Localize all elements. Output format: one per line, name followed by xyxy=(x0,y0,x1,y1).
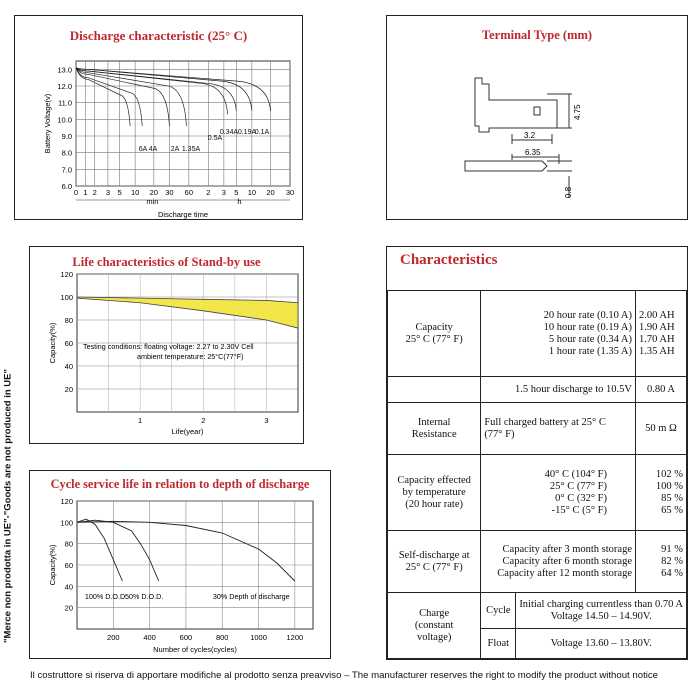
discharge-chart xyxy=(15,16,302,219)
x-tick-label: 30 xyxy=(285,188,295,197)
cycle-line xyxy=(77,520,159,581)
x-tick-label: 10 xyxy=(130,188,140,197)
life-title: Life characteristics of Stand-by use xyxy=(72,255,261,269)
discharge-panel xyxy=(14,15,303,220)
x-tick-label: 20 xyxy=(266,188,275,197)
series-label: 50% D.O.D. xyxy=(124,592,164,602)
x-tick-label: 600 xyxy=(179,633,193,642)
y-tick-label: 120 xyxy=(60,270,73,279)
y-tick-label: 20 xyxy=(64,603,73,613)
y-tick-label: 100 xyxy=(60,518,73,528)
rate-label: 2A xyxy=(170,146,180,153)
h-label: h xyxy=(237,197,242,206)
terminal-drawing xyxy=(387,16,687,219)
rate-label: 0.34A xyxy=(219,129,239,136)
x-tick-label: 10 xyxy=(247,188,257,197)
rate-label: 6A xyxy=(138,146,148,153)
y-axis-label: Capacity(%) xyxy=(48,322,57,364)
y-tick-label: 13.0 xyxy=(57,65,72,75)
cycle-line xyxy=(77,519,122,581)
terminal-body xyxy=(475,78,557,132)
x-tick-label: 1000 xyxy=(250,633,267,642)
x-tick-label: 2 xyxy=(206,188,211,197)
test-condition-note: Testing conditions: floating voltage: 2.27 to 2.30V Cell xyxy=(83,341,254,351)
capacity-values: 2.00 AH 1.90 AH 1.70 AH 1.35 AH xyxy=(636,291,687,377)
y-axis-label: Battery Voltage(v) xyxy=(43,93,52,154)
x-tick-label: 400 xyxy=(143,633,156,642)
terminal-panel xyxy=(386,15,688,220)
rate-label: 4A xyxy=(148,146,158,153)
self-discharge-label: Self-discharge at 25° C (77° F) xyxy=(388,531,481,593)
x-axis-label: Discharge time xyxy=(157,210,209,219)
x-tick-label: 20 xyxy=(149,188,158,197)
x-tick-label: 1 xyxy=(138,416,143,425)
y-axis-label: Capacity(%) xyxy=(48,544,57,586)
test-condition-note: ambient temperature: 25°C(77°F) xyxy=(137,351,244,361)
min-label: min xyxy=(146,197,159,206)
x-tick-label: 0 xyxy=(73,188,79,197)
x-tick-label: 1200 xyxy=(286,633,304,642)
temp-rows: 40° C (104° F) 25° C (77° F) 0° C (32° F) -15° C (5° F) xyxy=(481,455,636,531)
y-tick-label: 10.0 xyxy=(57,115,72,125)
discharge-line xyxy=(76,68,130,126)
cycle-text: Initial charging currentless than 0.70 A Voltage 14.50 – 14.90V. xyxy=(516,593,687,629)
y-tick-label: 60 xyxy=(64,561,73,570)
rate-label: 0.5A xyxy=(207,135,223,142)
x-tick-label: 2 xyxy=(92,188,97,197)
y-tick-label: 6.0 xyxy=(61,182,72,191)
y-tick-label: 11.0 xyxy=(57,98,72,108)
y-tick-label: 120 xyxy=(60,497,73,506)
internal-label: Internal Resistance xyxy=(388,403,481,455)
x-tick-label: 200 xyxy=(107,633,120,642)
x-tick-label: 30 xyxy=(165,188,174,197)
y-tick-label: 20 xyxy=(64,385,73,394)
internal-value: 50 m Ω xyxy=(636,403,687,455)
discharge-15-label: 1.5 hour discharge to 10.5V xyxy=(481,377,636,403)
y-tick-label: 80 xyxy=(64,539,73,549)
cycle-panel xyxy=(29,470,331,659)
discharge-line xyxy=(76,68,271,111)
characteristics-table xyxy=(387,290,687,659)
life-chart xyxy=(30,247,303,443)
life-panel xyxy=(29,246,304,444)
cycle-title: Cycle service life in relation to depth of discharge xyxy=(50,477,310,491)
self-discharge-values: 91 % 82 % 64 % xyxy=(636,531,687,593)
x-axis-label: Life(year) xyxy=(171,427,204,436)
x-axis-label: Number of cycles(cycles) xyxy=(153,645,237,654)
x-tick-label: 1 xyxy=(83,188,88,197)
terminal-blade xyxy=(465,161,547,171)
y-tick-label: 40 xyxy=(64,362,73,371)
y-tick-label: 9.0 xyxy=(61,132,72,141)
characteristics-title: Characteristics xyxy=(400,252,498,268)
dim-label: 0.8 xyxy=(564,186,573,198)
rate-label: 0.19A xyxy=(237,129,257,136)
x-tick-label: 800 xyxy=(215,633,229,642)
terminal-title: Terminal Type (mm) xyxy=(481,28,593,42)
capacity-label: Capacity 25° C (77° F) xyxy=(388,291,481,377)
x-tick-label: 60 xyxy=(184,188,194,197)
capacity-rates: 20 hour rate (0.10 A) 10 hour rate (0.19 A) 5 hour rate (0.34 A) 1 hour rate (1.35 A) xyxy=(481,291,636,377)
footer-notice: Il costruttore si riserva di apportare modifiche al prodotto senza preavviso – The manufacturer reserves the right to modify the product without notice xyxy=(30,670,658,681)
x-tick-label: 5 xyxy=(234,188,239,197)
x-tick-label: 2 xyxy=(201,416,206,425)
y-tick-label: 8.0 xyxy=(61,148,72,158)
y-tick-label: 80 xyxy=(64,316,73,325)
temp-values: 102 % 100 % 85 % 65 % xyxy=(636,455,687,531)
side-notice: "Merce non prodotta in UE"-"Goods are not produced in UE" xyxy=(2,369,14,643)
x-tick-label: 3 xyxy=(221,188,226,197)
dim-label: 4.75 xyxy=(573,104,582,120)
temp-label: Capacity effected by temperature (20 hour rate) xyxy=(388,455,481,531)
float-label: Float xyxy=(481,629,516,659)
life-band xyxy=(77,297,298,328)
discharge-title: Discharge characteristic (25° C) xyxy=(69,28,248,43)
rate-label: 1.35A xyxy=(181,146,201,153)
y-tick-label: 60 xyxy=(64,339,73,348)
terminal-hole xyxy=(534,107,540,115)
float-text: Voltage 13.60 – 13.80V. xyxy=(516,629,687,659)
series-label: 100% D.O.D. xyxy=(84,592,128,602)
series-label: 30% Depth of discharge xyxy=(212,592,290,602)
x-tick-label: 3 xyxy=(264,416,269,425)
dim-label: 3.2 xyxy=(524,131,536,140)
self-discharge-rows: Capacity after 3 month storage Capacity after 6 month storage Capacity after 12 month storage xyxy=(481,531,636,593)
x-tick-label: 5 xyxy=(117,188,122,197)
cycle-label: Cycle xyxy=(481,593,516,629)
dim-label: 6.35 xyxy=(525,148,541,157)
y-tick-label: 12.0 xyxy=(57,82,72,91)
cycle-chart xyxy=(30,471,330,658)
discharge-15-value: 0.80 A xyxy=(636,377,687,403)
charge-label: Charge (constant voltage) xyxy=(388,593,481,659)
discharge-line xyxy=(76,68,169,126)
x-tick-label: 3 xyxy=(105,188,110,197)
y-tick-label: 7.0 xyxy=(61,165,72,175)
internal-desc: Full charged battery at 25° C (77° F) xyxy=(481,403,636,455)
y-tick-label: 100 xyxy=(60,293,73,302)
y-tick-label: 40 xyxy=(64,582,73,592)
rate-label: 0.1A xyxy=(254,129,270,136)
